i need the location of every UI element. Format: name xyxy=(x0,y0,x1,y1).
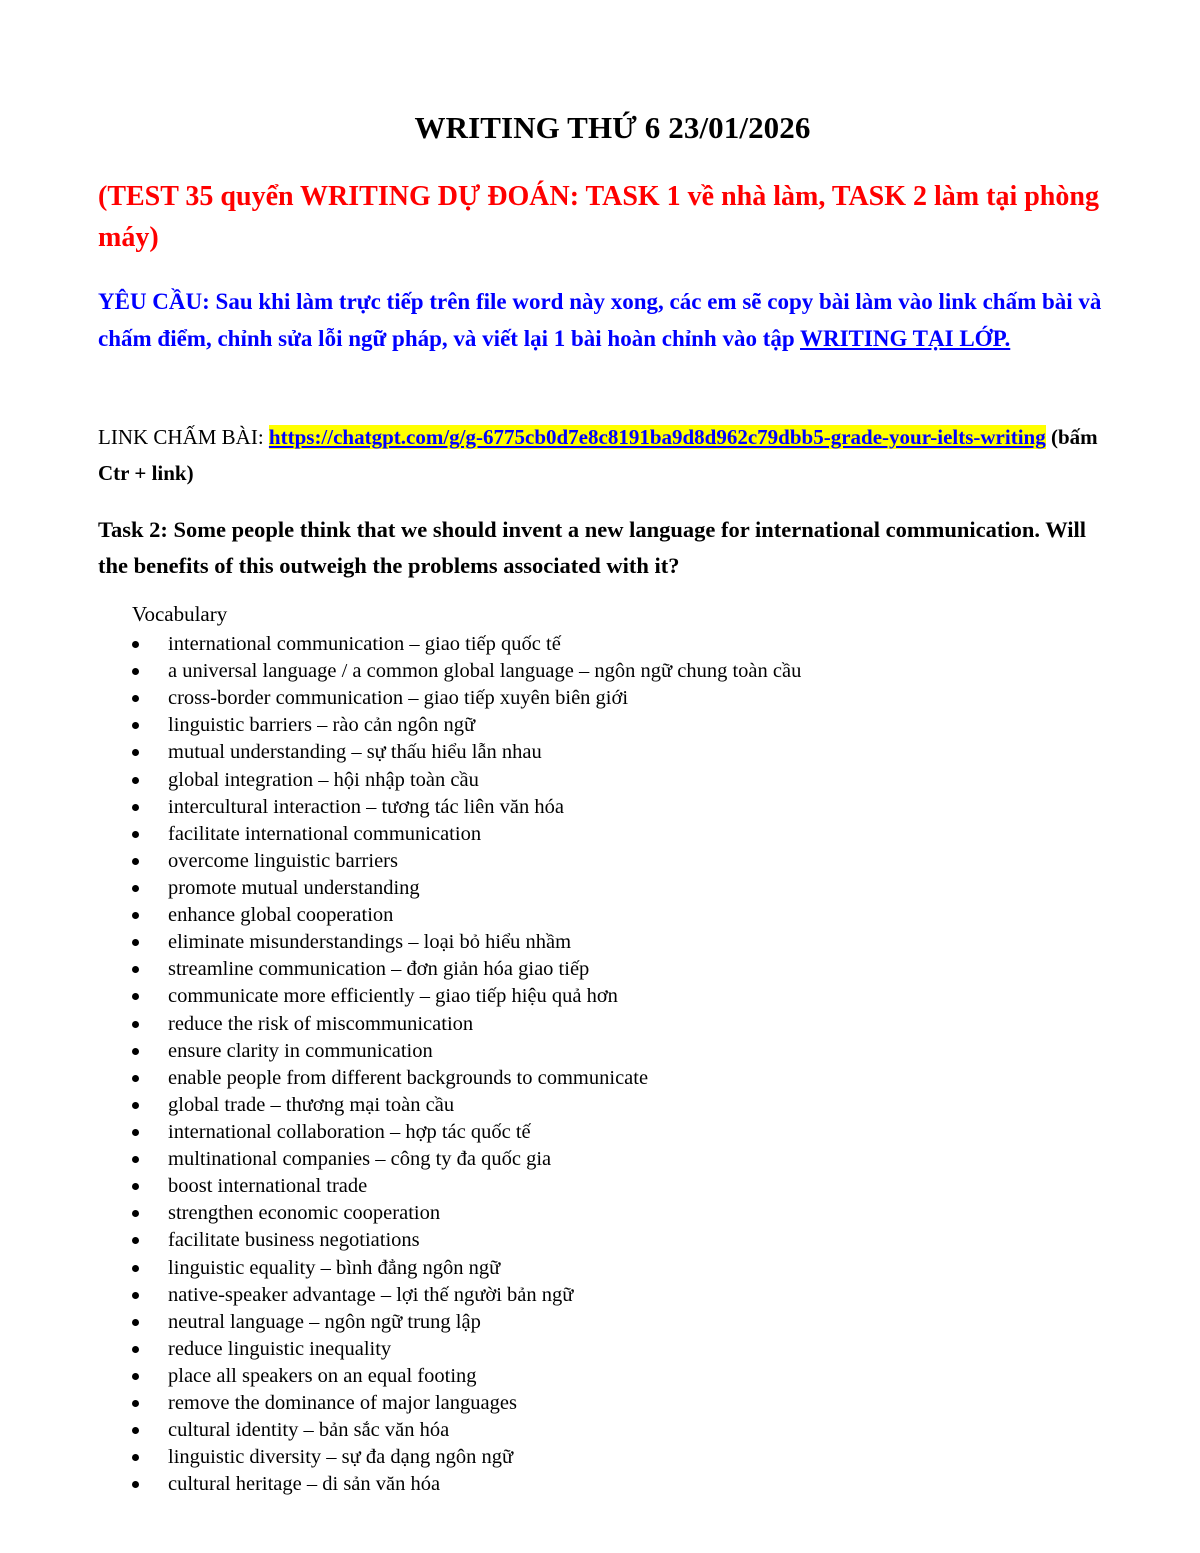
grading-link-paragraph xyxy=(98,419,1128,491)
vocabulary-item xyxy=(0,1417,801,1444)
vocabulary-item xyxy=(0,1227,801,1254)
vocabulary-list xyxy=(0,631,801,1499)
vocabulary-item xyxy=(0,685,801,712)
bullet-icon xyxy=(132,749,139,756)
vocabulary-item xyxy=(0,1119,801,1146)
vocabulary-item xyxy=(0,794,801,821)
vocabulary-item xyxy=(0,1282,801,1309)
vocabulary-item xyxy=(0,983,801,1010)
grading-url-link[interactable]: https://chatgpt.com/g/g-6775cb0d7e8c8191ba9d8d962c79dbb5-grade-your-ielts-writing xyxy=(268,425,1046,449)
vocabulary-item xyxy=(0,658,801,685)
vocabulary-item xyxy=(0,1255,801,1282)
vocabulary-item xyxy=(0,1146,801,1173)
vocabulary-item xyxy=(0,848,801,875)
bullet-icon xyxy=(132,1427,139,1434)
vocabulary-item xyxy=(0,902,801,929)
vocabulary-item-text: boost international trade xyxy=(168,1175,368,1198)
vocabulary-item xyxy=(0,875,801,902)
bullet-icon xyxy=(132,912,139,919)
page-title: WRITING THỨ 6 23/01/2026 xyxy=(414,110,811,145)
vocabulary-item-text: neutral language – ngôn ngữ trung lập xyxy=(168,1310,481,1333)
vocabulary-item-text: streamline communication – đơn giản hóa giao tiếp xyxy=(168,958,590,981)
vocabulary-item-text: native-speaker advantage – lợi thế người bản ngữ xyxy=(168,1283,574,1306)
vocabulary-item-text: promote mutual understanding xyxy=(168,876,420,899)
vocabulary-item-text: enable people from different backgrounds to communicate xyxy=(168,1066,649,1089)
requirement-text: YÊU CẦU: Sau khi làm trực tiếp trên file word này xong, các em sẽ copy bài làm vào link chấm bài và chấm điểm, chỉnh sửa lỗi ngữ pháp, và viết lại 1 bài hoàn chỉnh vào tập xyxy=(98,289,1102,351)
task-prompt: Task 2: Some people think that we should invent a new language for international communication. Will the benefits of this outweigh the problems associated with it? xyxy=(98,517,1087,578)
bullet-icon xyxy=(132,1265,139,1272)
vocabulary-item-text: linguistic equality – bình đẳng ngôn ngữ xyxy=(168,1256,501,1279)
vocabulary-item xyxy=(0,1092,801,1119)
bullet-icon xyxy=(132,939,139,946)
vocabulary-item xyxy=(0,1336,801,1363)
bullet-icon xyxy=(132,858,139,865)
vocabulary-item-text: reduce the risk of miscommunication xyxy=(168,1012,474,1035)
vocabulary-item xyxy=(0,1363,801,1390)
vocabulary-item-text: facilitate business negotiations xyxy=(168,1229,420,1252)
grading-hint: (bấm Ctr + link) xyxy=(98,425,1098,485)
vocabulary-item xyxy=(0,767,801,794)
bullet-icon xyxy=(132,695,139,702)
bullet-icon xyxy=(132,1021,139,1028)
vocabulary-item-text: intercultural interaction – tương tác liên văn hóa xyxy=(168,795,564,818)
vocabulary-item xyxy=(0,1038,801,1065)
grading-label: LINK CHẤM BÀI: xyxy=(98,425,269,449)
bullet-icon xyxy=(132,668,139,675)
vocabulary-item xyxy=(0,929,801,956)
vocabulary-item-text: global trade – thương mại toàn cầu xyxy=(168,1093,455,1116)
bullet-icon xyxy=(132,1102,139,1109)
test-note: (TEST 35 quyển WRITING DỰ ĐOÁN: TASK 1 về nhà làm, TASK 2 làm tại phòng máy) xyxy=(98,181,1099,253)
vocabulary-item-text: facilitate international communication xyxy=(168,822,482,845)
vocabulary-item-text: multinational companies – công ty đa quốc gia xyxy=(168,1148,552,1171)
bullet-icon xyxy=(132,804,139,811)
bullet-icon xyxy=(132,966,139,973)
vocabulary-item xyxy=(0,1444,801,1471)
bullet-icon xyxy=(132,1129,139,1136)
vocabulary-item-text: reduce linguistic inequality xyxy=(168,1337,392,1360)
vocabulary-item-text: linguistic barriers – rào cản ngôn ngữ xyxy=(168,714,476,737)
bullet-icon xyxy=(132,1481,139,1488)
vocabulary-heading: Vocabulary xyxy=(132,602,228,626)
bullet-icon xyxy=(132,1156,139,1163)
vocabulary-item-text: global integration – hội nhập toàn cầu xyxy=(168,768,479,791)
vocabulary-item xyxy=(0,712,801,739)
bullet-icon xyxy=(132,1183,139,1190)
bullet-icon xyxy=(132,1454,139,1461)
vocabulary-item-text: enhance global cooperation xyxy=(168,904,394,927)
vocabulary-item xyxy=(0,1390,801,1417)
bullet-icon xyxy=(132,1292,139,1299)
vocabulary-item-text: a universal language / a common global language – ngôn ngữ chung toàn cầu xyxy=(168,660,802,683)
vocabulary-item xyxy=(0,1471,801,1498)
vocabulary-item-text: linguistic diversity – sự đa dạng ngôn ngữ xyxy=(168,1446,514,1469)
vocabulary-item xyxy=(0,1065,801,1092)
vocabulary-item-text: ensure clarity in communication xyxy=(168,1039,433,1062)
vocabulary-item-text: international collaboration – hợp tác quốc tế xyxy=(168,1120,531,1143)
requirement-paragraph xyxy=(98,284,1108,357)
vocabulary-item-text: strengthen economic cooperation xyxy=(168,1202,441,1225)
vocabulary-item-text: cross-border communication – giao tiếp xuyên biên giới xyxy=(168,687,629,710)
bullet-icon xyxy=(132,641,139,648)
vocabulary-item xyxy=(0,1173,801,1200)
vocabulary-item xyxy=(0,1309,801,1336)
bullet-icon xyxy=(132,1373,139,1380)
vocabulary-item-text: mutual understanding – sự thấu hiểu lẫn nhau xyxy=(168,741,542,764)
vocabulary-item xyxy=(0,821,801,848)
bullet-icon xyxy=(132,1400,139,1407)
vocabulary-item-text: eliminate misunderstandings – loại bỏ hiểu nhầm xyxy=(168,931,572,954)
vocabulary-item-text: place all speakers on an equal footing xyxy=(168,1364,477,1387)
vocabulary-item-text: communicate more efficiently – giao tiếp hiệu quả hơn xyxy=(168,985,618,1008)
vocabulary-item-text: cultural identity – bản sắc văn hóa xyxy=(168,1419,450,1442)
vocabulary-item xyxy=(0,1200,801,1227)
bullet-icon xyxy=(132,1210,139,1217)
bullet-icon xyxy=(132,777,139,784)
bullet-icon xyxy=(132,885,139,892)
writing-class-link[interactable]: WRITING TẠI LỚP. xyxy=(800,325,1011,351)
vocabulary-item-text: international communication – giao tiếp quốc tế xyxy=(168,633,561,655)
vocabulary-item xyxy=(0,1011,801,1038)
bullet-icon xyxy=(132,831,139,838)
bullet-icon xyxy=(132,1319,139,1326)
bullet-icon xyxy=(132,1075,139,1082)
vocabulary-item-text: remove the dominance of major languages xyxy=(168,1392,517,1415)
bullet-icon xyxy=(132,993,139,1000)
bullet-icon xyxy=(132,1237,139,1244)
bullet-icon xyxy=(132,722,139,729)
vocabulary-item-text: cultural heritage – di sản văn hóa xyxy=(168,1473,441,1496)
vocabulary-item xyxy=(0,739,801,766)
vocabulary-item-text: overcome linguistic barriers xyxy=(168,849,398,872)
bullet-icon xyxy=(132,1346,139,1353)
bullet-icon xyxy=(132,1048,139,1055)
vocabulary-item xyxy=(0,631,801,658)
vocabulary-item xyxy=(0,956,801,983)
